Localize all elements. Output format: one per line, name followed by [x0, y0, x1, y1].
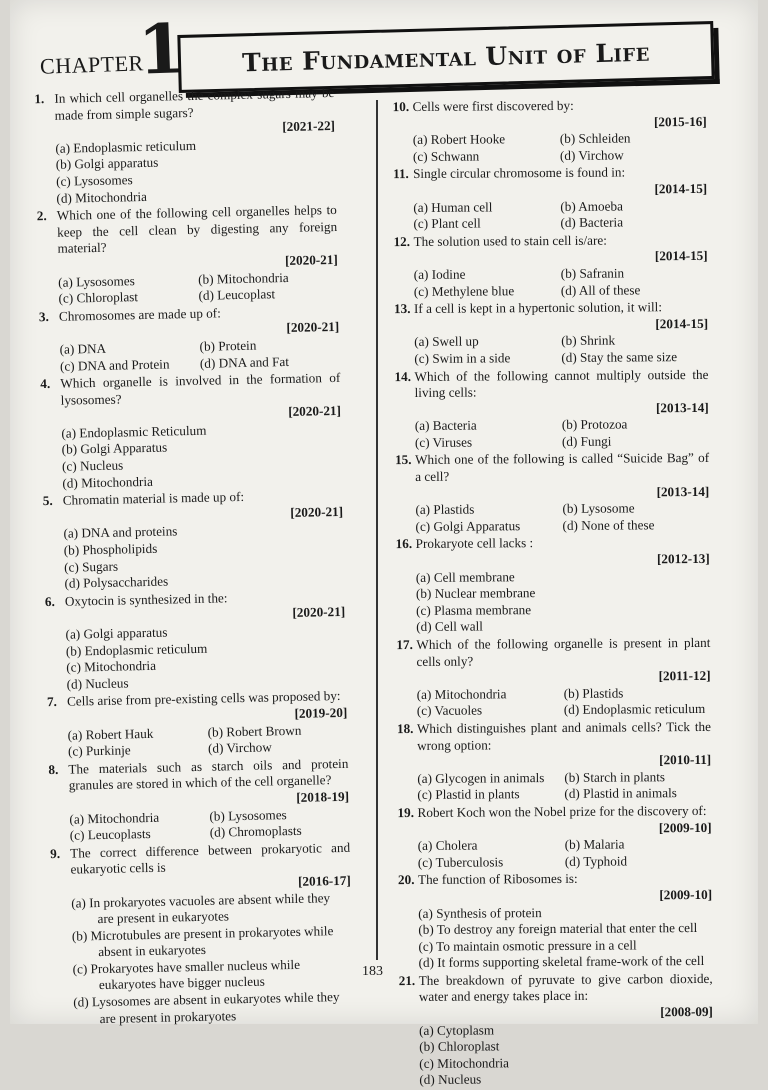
- question-number: 1.: [34, 91, 45, 107]
- option-item: (b) Robert Brown: [207, 722, 302, 740]
- options-list: [395, 500, 709, 535]
- option-item: (c) To maintain osmotic pressure in a cell: [418, 937, 637, 954]
- option-item: (b) Plastids: [563, 685, 624, 701]
- question-text: Which of the following organelle is present in plant cells only?: [416, 634, 711, 669]
- question-text: Which one of the following cell organelles helps to keep the cell clean by digesting any foreign material?: [56, 202, 338, 257]
- option-item: (c) Mitochondria: [66, 658, 157, 675]
- question-text: Cells were first discovered by:: [412, 97, 574, 114]
- option-item: (b) Protozoa: [561, 416, 628, 433]
- question-item: [45, 588, 347, 694]
- option-item: (b) Shrink: [561, 332, 616, 349]
- options-list: [394, 332, 708, 367]
- question-number: 21.: [398, 972, 416, 988]
- question-item: [393, 97, 707, 166]
- options-list: [397, 685, 711, 720]
- question-year: [2014-15]: [654, 180, 708, 197]
- question-text: The breakdown of pyruvate to give carbon dioxide, water and energy takes place in:: [418, 970, 713, 1005]
- options-list: [45, 621, 346, 694]
- option-item: (b) Endoplasmic reticulum: [65, 640, 208, 659]
- question-item: [43, 487, 345, 593]
- option-item: (d) Cell wall: [416, 618, 483, 635]
- question-year: [2016-17]: [297, 872, 351, 889]
- option-item: (a) In prokaryotes vacuoles are absent while they are present in eukaryotes: [71, 889, 331, 927]
- option-item: (d) Nucleus: [419, 1071, 482, 1088]
- option-item: (a) Mitochondria: [69, 809, 160, 827]
- options-list: [396, 568, 710, 637]
- options-list: [399, 1021, 713, 1090]
- question-number: 8.: [48, 761, 59, 777]
- option-item: (d) All of these: [560, 281, 641, 298]
- option-item: (a) Bacteria: [414, 417, 477, 434]
- right-column: [393, 97, 714, 1090]
- question-number: 9.: [50, 845, 61, 861]
- options-list: [35, 135, 336, 208]
- option-item: (a) Lysosomes: [58, 272, 135, 290]
- left-column: [34, 85, 354, 1029]
- question-item: [37, 202, 339, 308]
- option-item: (a) Cell membrane: [415, 568, 515, 585]
- options-list: [397, 769, 711, 804]
- option-item: (b) Phospholipids: [63, 540, 158, 558]
- question-year: [2020-21]: [288, 403, 342, 420]
- question-year: [2021-22]: [282, 118, 336, 135]
- option-item: (d) Mitochondria: [62, 473, 154, 491]
- question-item: [393, 232, 707, 301]
- option-item: (c) Purkinje: [67, 742, 131, 759]
- option-item: (b) Safranin: [560, 265, 625, 281]
- question-text: Which one of the following is called “Suicide Bag” of a cell?: [415, 450, 710, 485]
- question-number: 12.: [393, 233, 411, 249]
- question-year: [2008-09]: [660, 1003, 713, 1020]
- question-text: Robert Koch won the Nobel prize for the discovery of:: [417, 802, 707, 820]
- option-item: (d) Mitochondria: [56, 188, 148, 206]
- question-text: Which organelle is involved in the formation of lysosomes?: [60, 369, 341, 408]
- options-list: [51, 889, 354, 1028]
- question-year: [2020-21]: [292, 604, 346, 621]
- question-number: 5.: [42, 493, 53, 509]
- option-item: (b) Starch in plants: [564, 768, 666, 785]
- book-page: [10, 0, 758, 1088]
- question-text: Oxytocin is synthesized in the:: [64, 590, 228, 609]
- options-list: [394, 265, 708, 300]
- question-text: In which cell organelles the complex sugars may be made from simple sugars?: [54, 84, 335, 123]
- option-item: (c) Leucoplasts: [69, 826, 151, 843]
- question-item: [398, 870, 713, 972]
- option-item: (a) Mitochondria: [416, 686, 507, 702]
- question-item: [34, 85, 336, 207]
- question-year: [2014-15]: [655, 315, 709, 331]
- options-list: [38, 268, 339, 307]
- question-number: 7.: [46, 694, 58, 710]
- question-item: [394, 299, 708, 368]
- option-item: (d) Plastid in animals: [564, 785, 677, 802]
- option-item: (a) Robert Hooke: [412, 131, 506, 148]
- option-item: (a) DNA and proteins: [63, 523, 178, 542]
- option-item: (b) Mitochondria: [198, 269, 289, 287]
- option-item: (c) Viruses: [414, 434, 473, 450]
- question-year: [2009-10]: [658, 819, 712, 835]
- option-item: (b) Amoeba: [560, 198, 623, 214]
- options-list: [398, 836, 712, 871]
- question-number: 13.: [393, 301, 411, 317]
- question-text: Cells arise from pre-existing cells was proposed by:: [66, 688, 341, 710]
- option-item: (d) Nucleus: [66, 675, 129, 692]
- question-item: [397, 719, 712, 804]
- option-item: (d) Virchow: [207, 739, 272, 756]
- question-text: Single circular chromosome is found in:: [413, 164, 626, 182]
- option-item: (b) Golgi apparatus: [55, 155, 159, 173]
- option-item: (d) Leucoplast: [198, 286, 276, 303]
- question-item: [393, 164, 707, 233]
- option-item: (b) To destroy any foreign material that enter the cell: [418, 920, 698, 938]
- option-item: (c) Plastid in plants: [417, 786, 520, 803]
- question-number: 3.: [38, 308, 49, 324]
- option-item: (a) Endoplasmic Reticulum: [61, 422, 207, 441]
- question-text: Chromatin material is made up of:: [62, 489, 245, 508]
- question-number: 20.: [397, 872, 415, 888]
- options-list: [49, 805, 350, 844]
- option-item: (a) Iodine: [413, 266, 466, 282]
- option-item: (b) Lysosome: [562, 500, 635, 517]
- options-list: [48, 721, 349, 760]
- option-item: (a) Cholera: [417, 837, 478, 854]
- question-item: [396, 534, 711, 636]
- question-year: [2020-21]: [286, 319, 340, 336]
- column-divider: [376, 100, 378, 960]
- question-year: [2020-21]: [290, 503, 344, 520]
- question-year: [2011-12]: [658, 668, 711, 684]
- option-item: (d) Typhoid: [564, 853, 628, 869]
- chapter-title-box: [177, 21, 714, 93]
- question-item: [39, 303, 340, 376]
- question-number: 11.: [393, 166, 409, 182]
- question-item: [40, 370, 342, 492]
- option-item: (a) Plastids: [415, 501, 475, 518]
- option-item: (d) DNA and Fat: [199, 353, 290, 371]
- question-year: [2015-16]: [653, 113, 707, 129]
- option-item: (c) Mitochondria: [419, 1055, 510, 1071]
- option-item: (c) Plasma membrane: [416, 601, 532, 618]
- option-item: (c) Tuberculosis: [417, 854, 504, 870]
- options-list: [39, 336, 340, 375]
- question-text: Which of the following cannot multiply outside the living cells:: [414, 366, 709, 401]
- option-item: (c) Plant cell: [413, 215, 481, 232]
- question-number: 19.: [397, 804, 415, 821]
- question-year: [2009-10]: [659, 886, 713, 903]
- option-item: (b) Chloroplast: [419, 1038, 500, 1055]
- option-item: (c) Vacuoles: [416, 702, 483, 719]
- question-number: 14.: [394, 368, 412, 384]
- question-item: [48, 756, 350, 845]
- question-number: 10.: [392, 98, 410, 115]
- chapter-label: CHAPTER: [39, 50, 145, 79]
- option-item: (d) Lysosomes are absent in eukaryotes while they are present in prokaryotes: [73, 989, 340, 1026]
- option-item: (b) Nuclear membrane: [415, 585, 536, 602]
- option-item: (c) Golgi Apparatus: [415, 518, 521, 534]
- question-item: [394, 366, 709, 451]
- question-item: [396, 635, 711, 720]
- options-list: [43, 520, 344, 593]
- option-item: (d) Chromoplasts: [209, 822, 302, 840]
- option-item: (d) Stay the same size: [561, 349, 678, 365]
- question-item: [399, 971, 714, 1089]
- question-item: [395, 450, 710, 535]
- question-item: [397, 803, 711, 872]
- question-number: 16.: [395, 536, 413, 552]
- option-item: (a) Synthesis of protein: [418, 904, 542, 921]
- question-year: [2010-11]: [659, 752, 712, 768]
- option-item: (c) Sugars: [64, 558, 119, 575]
- question-year: [2018-19]: [296, 788, 350, 805]
- option-item: (d) Bacteria: [560, 214, 624, 231]
- options-list: [393, 130, 707, 165]
- option-item: (a) Golgi apparatus: [65, 624, 168, 642]
- options-list: [393, 197, 707, 232]
- question-number: 18.: [396, 720, 414, 737]
- option-item: (d) None of these: [562, 517, 655, 533]
- question-text: Chromosomes are made up of:: [58, 305, 221, 324]
- chapter-number: 1: [136, 9, 187, 91]
- question-text: The solution used to stain cell is/are:: [413, 232, 607, 249]
- question-year: [2013-14]: [656, 483, 710, 499]
- option-item: (c) Lysosomes: [55, 172, 133, 189]
- question-number: 17.: [396, 636, 413, 653]
- page-number: 183: [362, 964, 383, 979]
- option-item: (c) Prokaryotes have smaller nucleus while eukaryotes have bigger nucleus: [72, 956, 301, 993]
- option-item: (b) Microtubules are present in prokaryotes while absent in eukaryotes: [71, 922, 334, 960]
- option-item: (a) Cytoplasm: [418, 1022, 495, 1038]
- options-list: [41, 420, 342, 493]
- question-year: [2012-13]: [656, 550, 710, 567]
- question-text: The function of Ribosomes is:: [417, 871, 578, 888]
- option-item: (b) Schleiden: [559, 130, 631, 147]
- options-list: [395, 416, 709, 451]
- option-item: (b) Lysosomes: [209, 806, 287, 824]
- option-item: (a) Human cell: [413, 198, 493, 215]
- option-item: (c) Chloroplast: [58, 289, 139, 306]
- option-item: (b) Protein: [199, 337, 257, 354]
- question-number: 2.: [36, 208, 47, 224]
- option-item: (c) Methylene blue: [413, 282, 515, 299]
- option-item: (a) DNA: [59, 340, 107, 357]
- option-item: (c) DNA and Protein: [59, 355, 170, 374]
- option-item: (c) Nucleus: [61, 457, 124, 474]
- option-item: (c) Schwann: [412, 148, 480, 164]
- question-text: Prokaryote cell lacks :: [415, 535, 534, 552]
- question-text: Which distinguishes plant and animals cells? Tick the wrong option:: [416, 718, 711, 753]
- option-item: (d) It forms supporting skeletal frame-work of the cell: [418, 953, 705, 971]
- question-item: [47, 688, 348, 761]
- question-number: 4.: [40, 376, 51, 392]
- option-item: (d) Fungi: [561, 433, 612, 449]
- options-list: [398, 903, 712, 972]
- question-text: The correct difference between prokaryotic and eukaryotic cells is: [70, 839, 351, 877]
- question-text: If a cell is kept in a hypertonic solution, it will:: [413, 299, 663, 317]
- option-item: (b) Malaria: [564, 836, 625, 853]
- question-year: [2014-15]: [654, 248, 708, 264]
- question-number: 15.: [395, 452, 412, 468]
- question-item: [50, 840, 354, 1029]
- option-item: (c) Swim in a side: [414, 350, 511, 366]
- option-item: (b) Golgi Apparatus: [61, 440, 168, 458]
- chapter-title: The Fundamental Unit of Life: [241, 37, 651, 77]
- option-item: (d) Endoplasmic reticulum: [563, 701, 706, 718]
- option-item: (d) Polysaccharides: [64, 573, 169, 591]
- option-item: (a) Endoplasmic reticulum: [55, 137, 197, 156]
- option-item: (a) Swell up: [414, 333, 479, 350]
- question-year: [2019-20]: [294, 704, 348, 721]
- option-item: (a) Glycogen in animals: [417, 769, 545, 786]
- question-number: 6.: [44, 593, 55, 609]
- question-year: [2013-14]: [655, 399, 709, 415]
- option-item: (d) Virchow: [559, 147, 624, 163]
- question-year: [2020-21]: [284, 251, 338, 268]
- question-text: The materials such as starch oils and protein granules are stored in which of the cell organelle?: [68, 755, 349, 794]
- option-item: (a) Robert Hauk: [67, 725, 154, 743]
